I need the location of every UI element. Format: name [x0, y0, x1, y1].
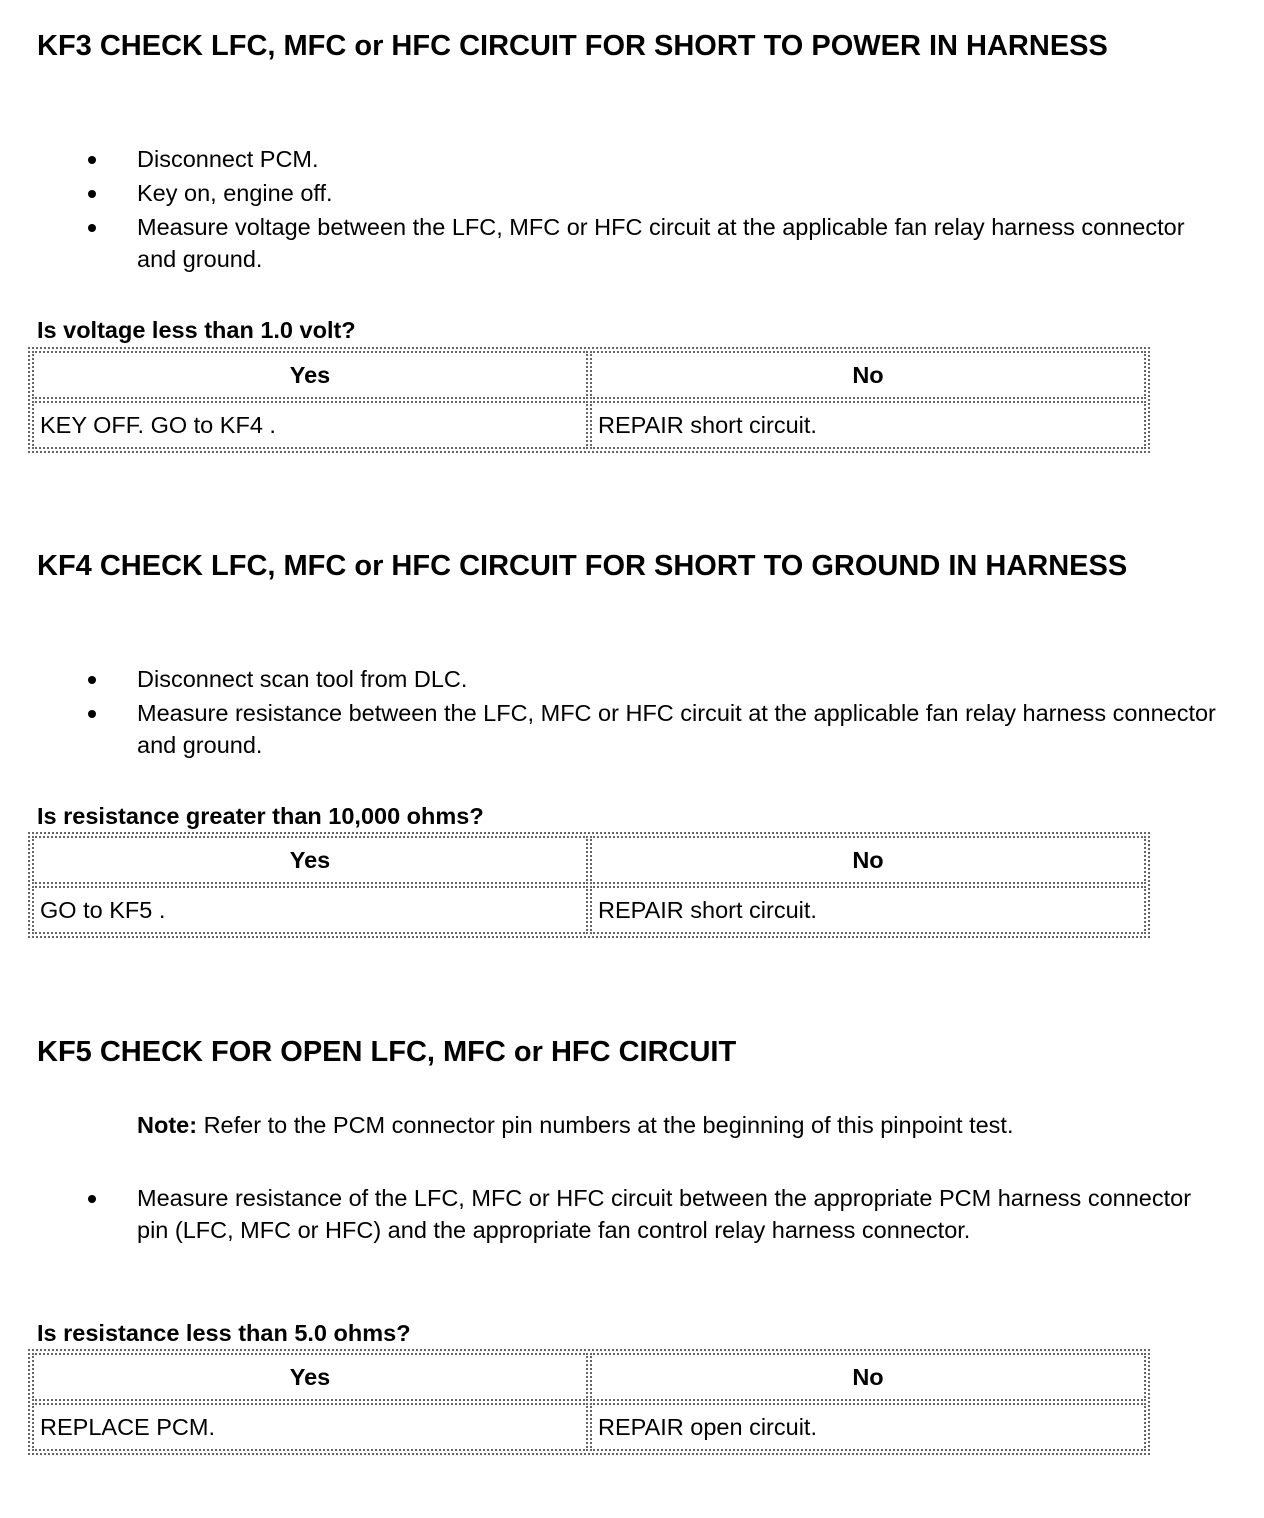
bullet-icon — [88, 1195, 96, 1203]
list-item — [0, 177, 1264, 209]
kf3-title: KF3 CHECK LFC, MFC or HFC CIRCUIT FOR SHORT TO POWER IN HARNESS — [37, 30, 1108, 62]
kf5-note — [137, 1109, 1237, 1141]
kf5-steps-list — [0, 1182, 1264, 1248]
step-text: Disconnect scan tool from DLC. — [137, 666, 468, 692]
kf3-question: Is voltage less than 1.0 volt? — [37, 317, 356, 343]
kf5-decision-table — [28, 1349, 1150, 1455]
kf5-question: Is resistance less than 5.0 ohms? — [37, 1320, 411, 1346]
note-label: Note: — [137, 1112, 198, 1138]
bullet-icon — [88, 190, 96, 198]
no-header: No — [590, 836, 1146, 884]
bullet-icon — [88, 156, 96, 164]
no-action: REPAIR open circuit. — [590, 1403, 1146, 1451]
kf4-steps-list — [0, 663, 1264, 763]
list-item — [0, 697, 1264, 761]
kf5-title: KF5 CHECK FOR OPEN LFC, MFC or HFC CIRCUIT — [37, 1036, 737, 1068]
bullet-icon — [88, 710, 96, 718]
yes-action: KEY OFF. GO to KF4 . — [32, 401, 588, 449]
step-text: Measure resistance between the LFC, MFC or HFC circuit at the applicable fan relay harness connector and ground. — [137, 700, 1216, 758]
yes-header: Yes — [32, 1353, 588, 1401]
kf3-decision-table — [28, 347, 1150, 453]
step-text: Measure voltage between the LFC, MFC or HFC circuit at the applicable fan relay harness connector and ground. — [137, 214, 1185, 272]
note-text: Refer to the PCM connector pin numbers at the beginning of this pinpoint test. — [197, 1112, 1014, 1138]
yes-action: GO to KF5 . — [32, 886, 588, 934]
list-item — [0, 143, 1264, 175]
no-action: REPAIR short circuit. — [590, 886, 1146, 934]
yes-header: Yes — [32, 351, 588, 399]
list-item — [0, 211, 1264, 275]
table-row — [32, 886, 1146, 934]
bullet-icon — [88, 224, 96, 232]
step-text: Key on, engine off. — [137, 180, 333, 206]
kf4-title: KF4 CHECK LFC, MFC or HFC CIRCUIT FOR SHORT TO GROUND IN HARNESS — [37, 550, 1128, 582]
table-row — [32, 1403, 1146, 1451]
table-header-row — [32, 836, 1146, 884]
no-action: REPAIR short circuit. — [590, 401, 1146, 449]
kf4-decision-table — [28, 832, 1150, 938]
bullet-icon — [88, 676, 96, 684]
kf3-steps-list — [0, 143, 1264, 277]
no-header: No — [590, 1353, 1146, 1401]
yes-action: REPLACE PCM. — [32, 1403, 588, 1451]
list-item — [0, 663, 1264, 695]
step-text: Disconnect PCM. — [137, 146, 319, 172]
list-item — [0, 1182, 1264, 1246]
table-header-row — [32, 1353, 1146, 1401]
yes-header: Yes — [32, 836, 588, 884]
table-row — [32, 401, 1146, 449]
no-header: No — [590, 351, 1146, 399]
table-header-row — [32, 351, 1146, 399]
step-text: Measure resistance of the LFC, MFC or HFC circuit between the appropriate PCM harness connector pin (LFC, MFC or HFC) and the appropriate fan control relay harness connector. — [137, 1185, 1192, 1243]
kf4-question: Is resistance greater than 10,000 ohms? — [37, 803, 484, 829]
